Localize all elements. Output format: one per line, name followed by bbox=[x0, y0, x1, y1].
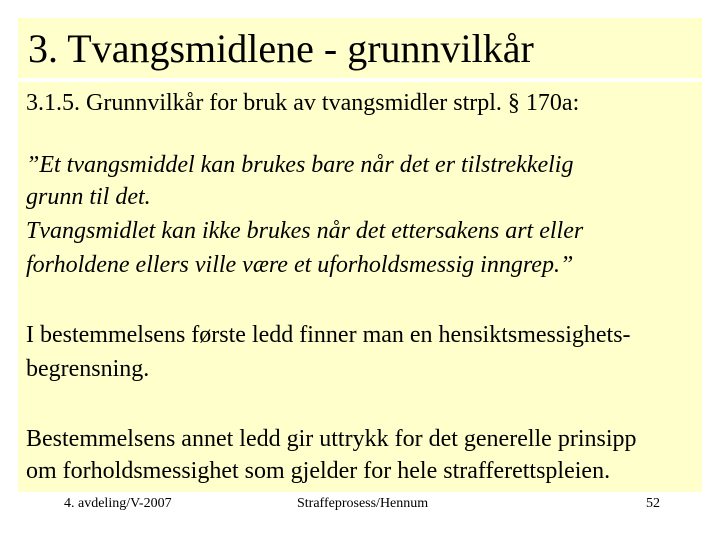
title-bar bbox=[18, 18, 702, 78]
paragraph1-line-1: I bestemmelsens første ledd finner man en hensiktsmessighets- bbox=[26, 322, 631, 348]
paragraph1-line-2: begrensning. bbox=[26, 356, 150, 382]
footer-center: Straffeprosess/Hennum bbox=[297, 496, 429, 511]
quote-line-3: Tvangsmidlet kan ikke brukes når det ettersakens art eller bbox=[26, 218, 584, 244]
slide-title: 3. Tvangsmidlene - grunnvilkår bbox=[28, 26, 534, 71]
paragraph2-line-1: Bestemmelsens annet ledd gir uttrykk for det generelle prinsipp bbox=[26, 426, 637, 452]
page-number: 52 bbox=[646, 496, 660, 511]
quote-line-1: ”Et tvangsmiddel kan brukes bare når det er tilstrekkelig bbox=[26, 152, 574, 178]
quote-line-2: grunn til det. bbox=[26, 184, 151, 210]
content-panel bbox=[18, 82, 702, 492]
section-heading: 3.1.5. Grunnvilkår for bruk av tvangsmidler strpl. § 170a: bbox=[26, 90, 580, 116]
paragraph2-line-2: om forholdsmessighet som gjelder for hele strafferettspleien. bbox=[26, 458, 611, 484]
footer-left: 4. avdeling/V-2007 bbox=[64, 496, 172, 511]
quote-line-4: forholdene ellers ville være et uforholdsmessig inngrep.” bbox=[26, 252, 574, 278]
